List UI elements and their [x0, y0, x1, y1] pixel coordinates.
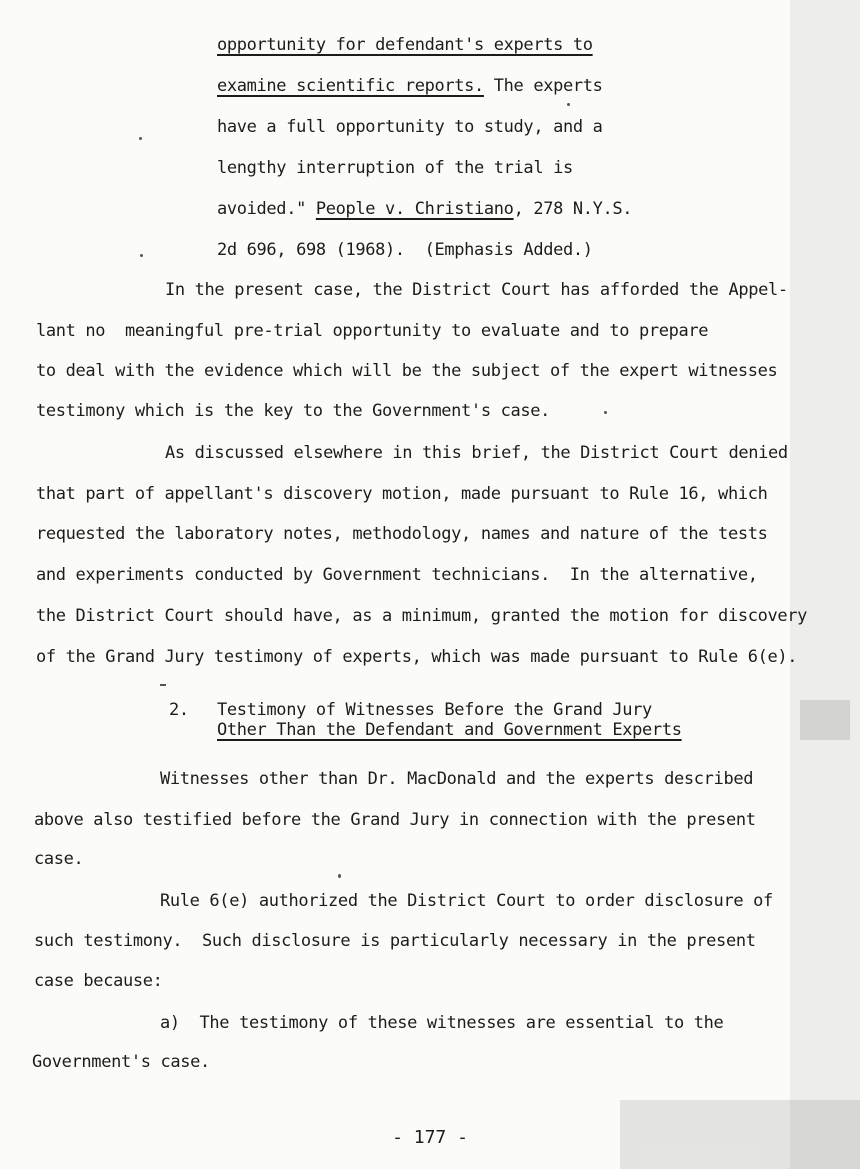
quote-line-1: opportunity for defendant's experts to: [217, 35, 593, 55]
scan-speck: [604, 411, 607, 414]
quote-line-5-end: , 278 N.Y.S.: [513, 199, 633, 219]
quote-line-2-rest: The experts: [483, 76, 603, 96]
scan-speck: [139, 137, 142, 140]
para2-line-6: of the Grand Jury testimony of experts, which was made pursuant to Rule 6(e).: [36, 647, 798, 667]
scan-corner-noise: [620, 1100, 860, 1169]
para2-line-1: As discussed elsewhere in this brief, the District Court denied: [165, 443, 788, 463]
para2-line-5: the District Court should have, as a minimum, granted the motion for discovery: [36, 606, 808, 626]
heading-number: 2.: [169, 700, 189, 720]
scan-speck: [160, 684, 166, 686]
quote-line-4: lengthy interruption of the trial is: [217, 158, 573, 178]
para2-line-4: and experiments conducted by Government technicians. In the alternative,: [36, 565, 758, 585]
para4-line-2: such testimony. Such disclosure is particularly necessary in the present: [34, 931, 756, 951]
quote-line-2-underlined: examine scientific reports.: [217, 76, 484, 96]
para1-line-1: In the present case, the District Court has afforded the Appel-: [165, 280, 788, 300]
case-citation-name: People v. Christiano: [315, 199, 514, 219]
quote-line-3: have a full opportunity to study, and a: [217, 117, 603, 137]
heading-line-1: Testimony of Witnesses Before the Grand Jury: [217, 700, 652, 720]
para2-line-3: requested the laboratory notes, methodology, names and nature of the tests: [36, 524, 768, 544]
para4-line-1: Rule 6(e) authorized the District Court to order disclosure of: [160, 891, 773, 911]
quote-line-5-start: avoided.": [217, 199, 316, 219]
page-number: - 177 -: [392, 1127, 468, 1148]
para1-line-2: lant no meaningful pre-trial opportunity to evaluate and to prepare: [36, 321, 709, 341]
item-a-line-2: Government's case.: [32, 1052, 210, 1072]
para4-line-3: case because:: [34, 971, 163, 991]
scan-speck: [140, 254, 143, 257]
quote-line-6: 2d 696, 698 (1968). (Emphasis Added.): [217, 240, 593, 260]
item-a-line-1: a) The testimony of these witnesses are essential to the: [160, 1013, 724, 1033]
scan-margin-noise: [800, 700, 850, 740]
scan-speck: [338, 874, 341, 878]
para3-line-3: case.: [34, 849, 84, 869]
scan-edge-shadow: [790, 0, 860, 1169]
quote-line-2: [217, 76, 603, 96]
para1-line-3: to deal with the evidence which will be the subject of the expert witnesses: [36, 361, 778, 381]
heading-line-2: Other Than the Defendant and Government Experts: [217, 720, 682, 740]
para3-line-2: above also testified before the Grand Jury in connection with the present: [34, 810, 756, 830]
para2-line-2: that part of appellant's discovery motion, made pursuant to Rule 16, which: [36, 484, 768, 504]
scan-speck: [567, 103, 570, 106]
para1-line-4: testimony which is the key to the Government's case.: [36, 401, 551, 421]
para3-line-1: Witnesses other than Dr. MacDonald and the experts described: [160, 769, 754, 789]
quote-line-5: [217, 199, 632, 219]
